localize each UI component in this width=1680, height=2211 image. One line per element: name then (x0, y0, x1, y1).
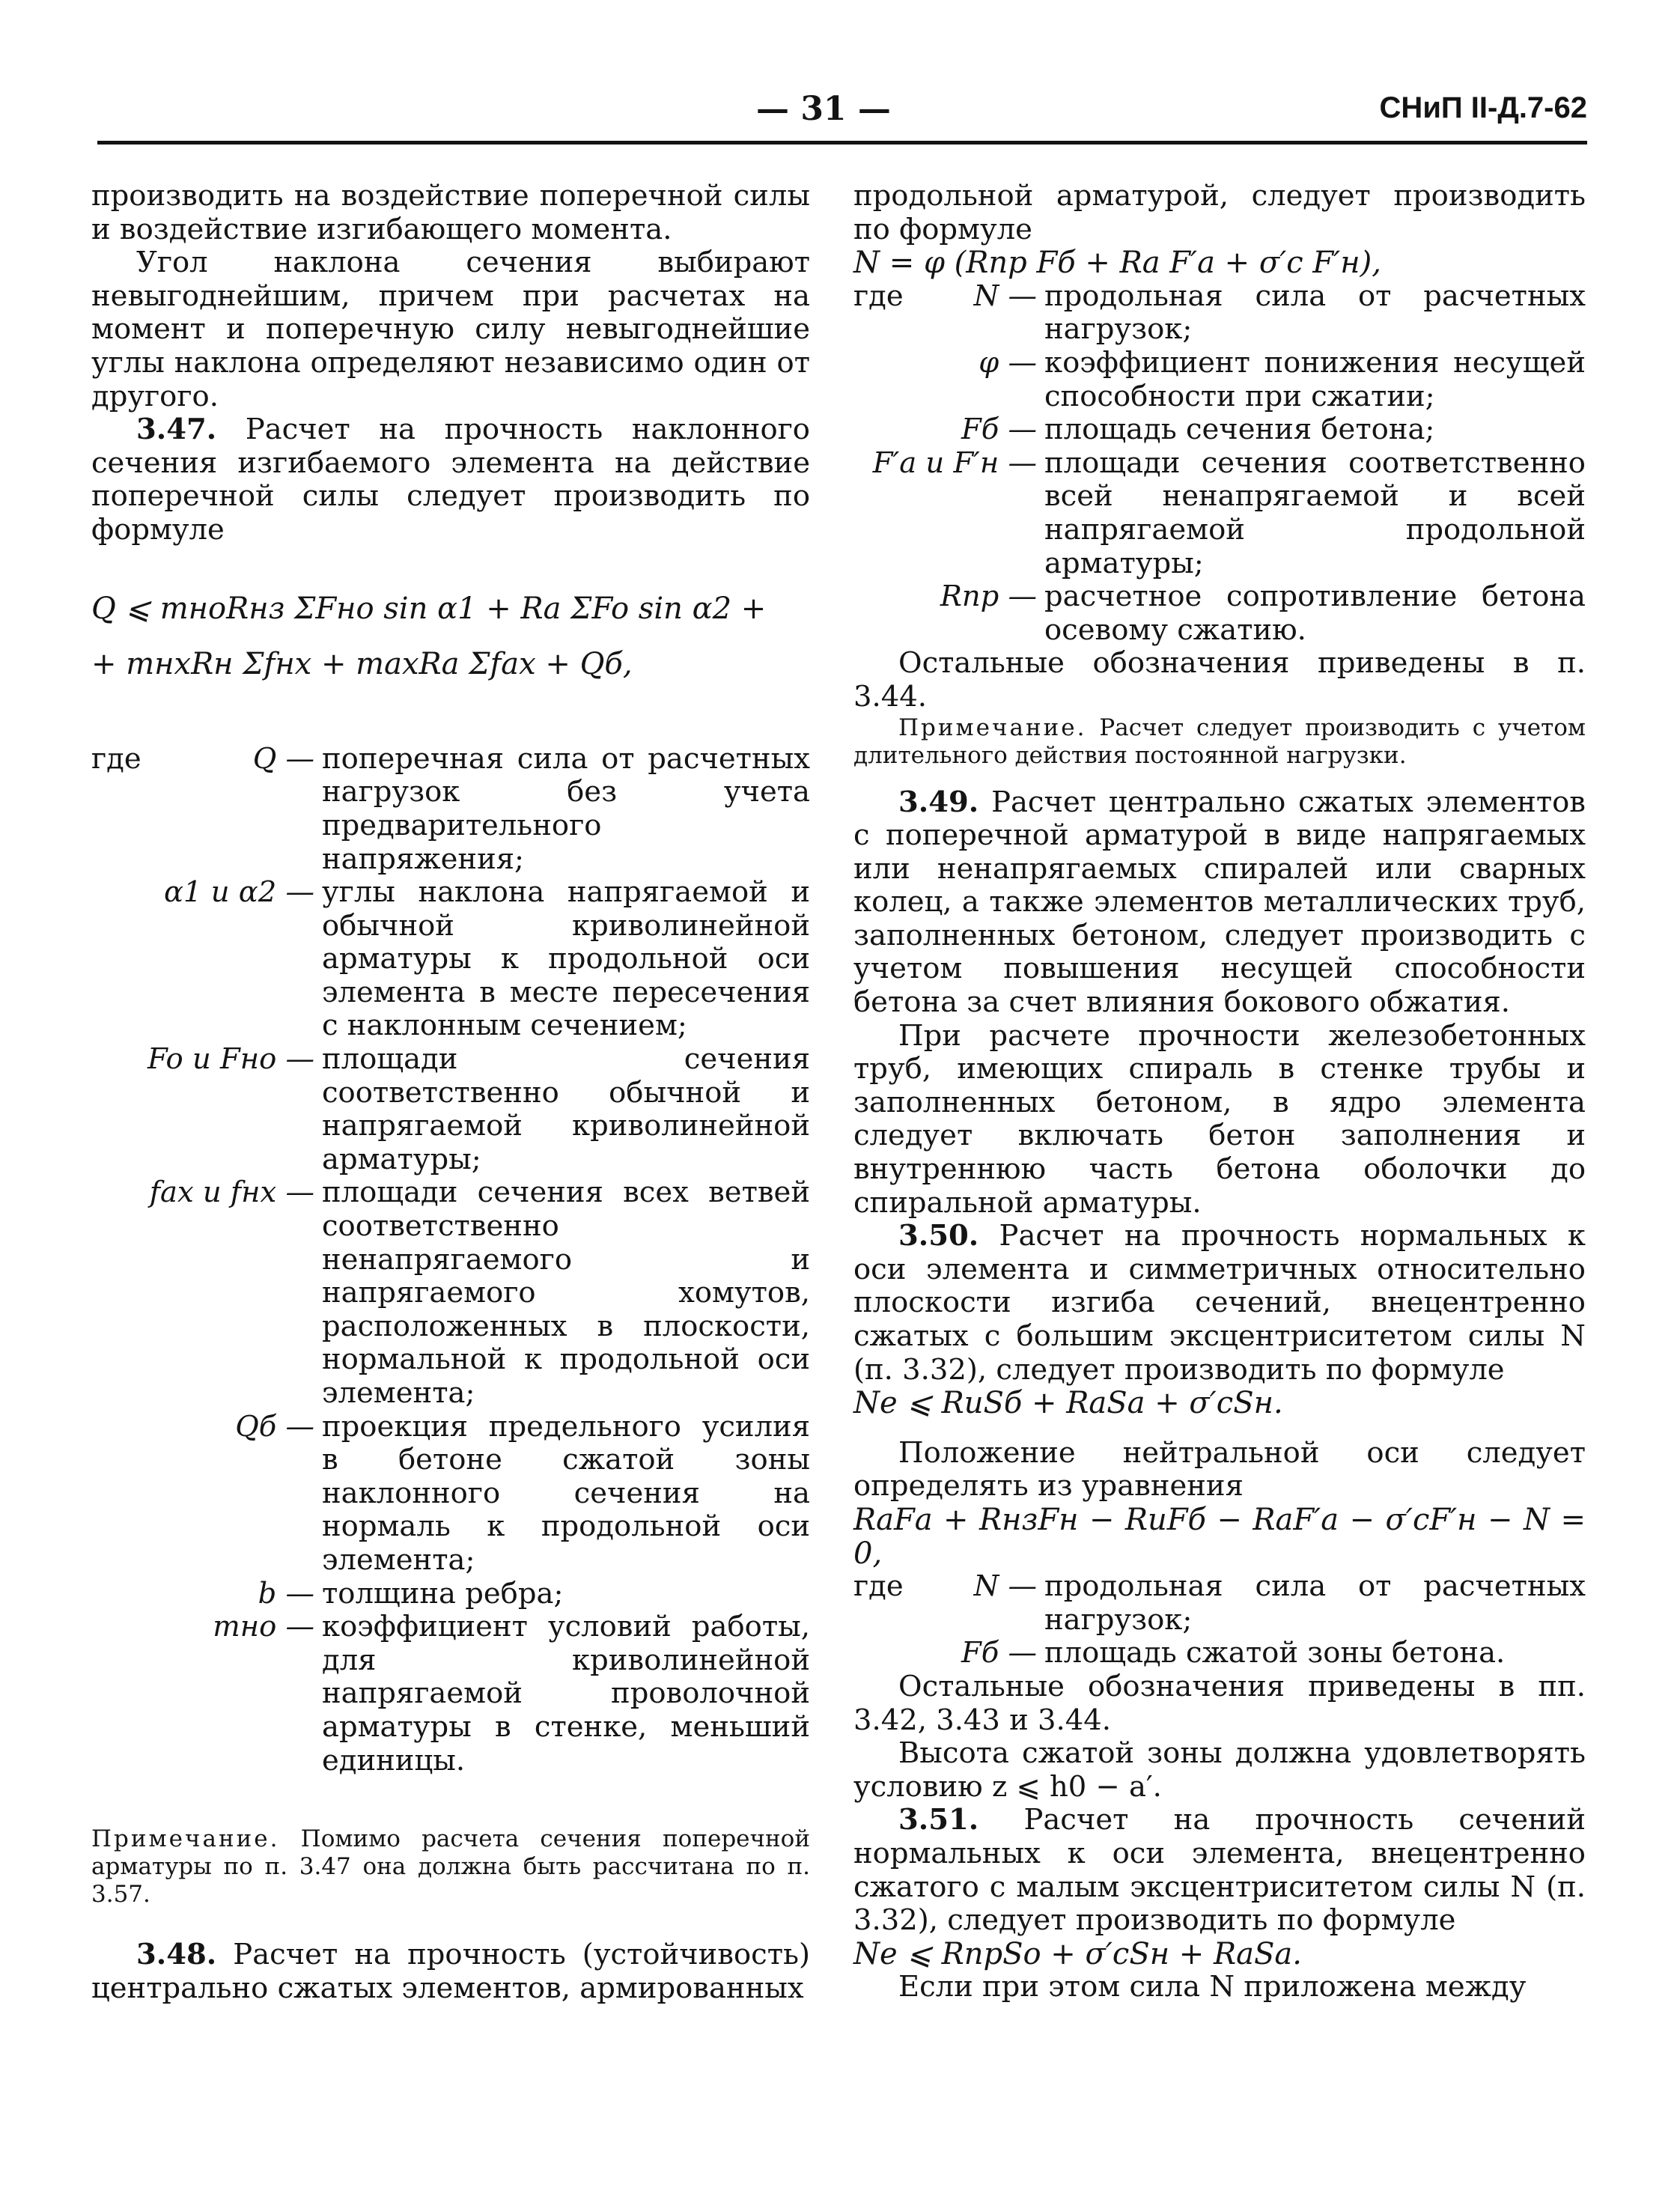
section-3-47 (91, 413, 810, 547)
paragraph: Если при этом сила N приложена между (898, 1970, 1527, 2004)
left-column (91, 180, 810, 2005)
section-text: Расчет на прочность сечений нормальных к оси элемента, внецентренно сжатого с малым эксцентриситетом силы N (п. 3.32), следует производить по формуле (853, 1803, 1586, 1938)
formula: RаFа + RнзFн − RиFб − RаF′а − σ′сF′н − N = 0, (853, 1502, 1586, 1571)
page-number: — 31 — (756, 90, 891, 128)
paragraph: Остальные обозначения приведены в пп. 3.42, 3.43 и 3.44. (853, 1669, 1586, 1737)
section-3-50 (853, 1220, 1586, 1387)
symbol: Q — (252, 741, 314, 776)
paragraph: Положение нейтральной оси следует определять из уравнения (853, 1435, 1586, 1503)
where-label: где (853, 279, 904, 313)
definition-text: площади сечения всех ветвей соответственно ненапрягаемого и напрягаемого хомутов, расположенных в плоскости, нормальной к продольной оси элемента; (322, 1176, 810, 1410)
formula: Ne ⩽ RиSб + RаSа + σ′сSн. (853, 1386, 1283, 1421)
note (853, 714, 1586, 770)
section-text: Расчет на прочность (устойчивость) центрально сжатых элементов, армированных (91, 1938, 810, 2005)
paragraph: Угол наклона сечения выбирают невыгоднейшим, причем при расчетах на момент и поперечную силу невыгоднейшие углы наклона определяют независимо один от другого. (91, 246, 810, 413)
definition (853, 447, 1586, 580)
formula: Ne ⩽ RпрSо + σ′сSн + RаSа. (853, 1936, 1302, 1971)
paragraph: производить на воздействие поперечной силы и воздействие изгибающего момента. (91, 179, 810, 246)
section-3-48 (91, 1938, 810, 2005)
symbol: Fб — (961, 413, 1037, 447)
note-label: Примечание. (898, 714, 1087, 741)
symbol: Fo и Fнo — (147, 1042, 314, 1077)
symbol: mнo — (213, 1610, 314, 1644)
note-text: Расчет следует производить с учетом длительного действия постоянной нагрузки. (853, 714, 1586, 769)
section-3-49 (853, 786, 1586, 1020)
definition (91, 743, 810, 876)
definition (853, 280, 1586, 347)
section-3-51 (853, 1804, 1586, 1937)
definition-text: продольная сила от расчетных нагрузок; (1044, 279, 1586, 347)
document-code: СНиП II-Д.7-62 (1379, 91, 1587, 124)
paragraph: продольной арматурой, следует производить по формуле (853, 179, 1586, 246)
symbol: φ — (979, 345, 1037, 380)
symbol: Rпр — (940, 580, 1037, 614)
definition-text: толщина ребра; (322, 1576, 564, 1611)
section-text: Расчет на прочность нормальных к оси элемента и симметричных относительно плоскости изгиба сечений, внецентренно сжатых с большим эксцентриситетом силы N (п. 3.32), следует производить по формуле (853, 1219, 1586, 1387)
definition (91, 1411, 810, 1578)
section-number: 3.48. (136, 1938, 217, 1972)
definition (853, 413, 1586, 447)
definition (91, 1043, 810, 1176)
definition (853, 580, 1586, 647)
section-text: Расчет центрально сжатых элементов с поперечной арматурой в виде напрягаемых или ненапрягаемых спиралей или сварных колец, а также элементов металлических труб, заполненных бетоном, следует производить с учетом повышения несущей способности бетона за счет влияния бокового обжатия. (853, 785, 1586, 1020)
definition-text: продольная сила от расчетных нагрузок; (1044, 1569, 1586, 1637)
section-number: 3.50. (898, 1219, 979, 1253)
symbol: Qб — (235, 1409, 314, 1444)
definition (853, 1637, 1586, 1670)
right-column (853, 180, 1586, 2004)
formula-line: Q ⩽ mнoRнз ΣFнo sin α1 + Rа ΣFo sin α2 + (91, 591, 767, 626)
definition (853, 347, 1586, 413)
definition-text: расчетное сопротивление бетона осевому сжатию. (1044, 580, 1586, 647)
symbol: α1 и α2 — (164, 875, 314, 910)
symbol: F′а и F′н — (872, 445, 1037, 480)
section-text: Расчет на прочность наклонного сечения изгибаемого элемента на действие поперечной силы следует производить по формуле (91, 413, 810, 547)
where-label: где (853, 1569, 904, 1604)
symbol: N — (973, 1569, 1037, 1604)
formula: N = φ (Rпр Fб + Rа F′а + σ′с F′н), (853, 246, 1381, 281)
symbol: b — (258, 1576, 314, 1611)
paragraph: Остальные обозначения приведены в п. 3.44. (853, 646, 1586, 714)
definition-text: площадь сечения бетона; (1044, 413, 1435, 447)
section-number: 3.51. (898, 1803, 979, 1837)
note-text: Помимо расчета сечения поперечной арматуры по п. 3.47 она должна быть рассчитана по п. 3.57. (91, 1825, 811, 1909)
note (91, 1825, 810, 1909)
definition-text: углы наклона напрягаемой и обычной криволинейной арматуры к продольной оси элемента в месте пересечения с наклонным сечением; (322, 875, 810, 1043)
page-header (97, 90, 1587, 142)
definition-text: проекция предельного усилия в бетоне сжатой зоны наклонного сечения на нормаль к продольной оси элемента; (322, 1409, 810, 1577)
paragraph: Высота сжатой зоны должна удовлетворять условию z ⩽ h0 − a′. (853, 1736, 1586, 1804)
formula-line: + mнxRн Σfнx + maxRа Σfax + Qб, (91, 647, 633, 682)
where-label: где (91, 741, 141, 776)
definition-text: площади сечения соответственно всей ненапрягаемой и всей напрягаемой продольной арматуры; (1044, 445, 1586, 580)
symbol: fax и fнx — (149, 1176, 314, 1210)
definition (91, 1611, 810, 1777)
section-number: 3.47. (136, 413, 217, 447)
definition-text: поперечная сила от расчетных нагрузок без учета предварительного напряжения; (322, 741, 810, 876)
section-number: 3.49. (898, 785, 979, 819)
symbol: Fб — (961, 1636, 1037, 1670)
definition-text: площади сечения соответственно обычной и напрягаемой криволинейной арматуры; (322, 1042, 810, 1176)
note-label: Примечание. (91, 1825, 280, 1853)
definition-text: коэффициент условий работы, для криволинейной напрягаемой проволочной арматуры в стенке, меньший единицы. (322, 1610, 810, 1777)
definition-text: коэффициент понижения несущей способности при сжатии; (1044, 345, 1586, 413)
symbol: N — (973, 279, 1037, 313)
definition-text: площадь сжатой зоны бетона. (1044, 1636, 1506, 1670)
header-rule (97, 141, 1587, 145)
definition (91, 1578, 810, 1611)
definition (91, 876, 810, 1043)
definition (853, 1570, 1586, 1637)
definition (91, 1176, 810, 1410)
paragraph: При расчете прочности железобетонных труб, имеющих спираль в стенке трубы и заполненных бетоном, в ядро элемента следует включать бетон заполнения и внутреннюю часть бетона оболочки до спиральной арматуры. (853, 1018, 1586, 1220)
